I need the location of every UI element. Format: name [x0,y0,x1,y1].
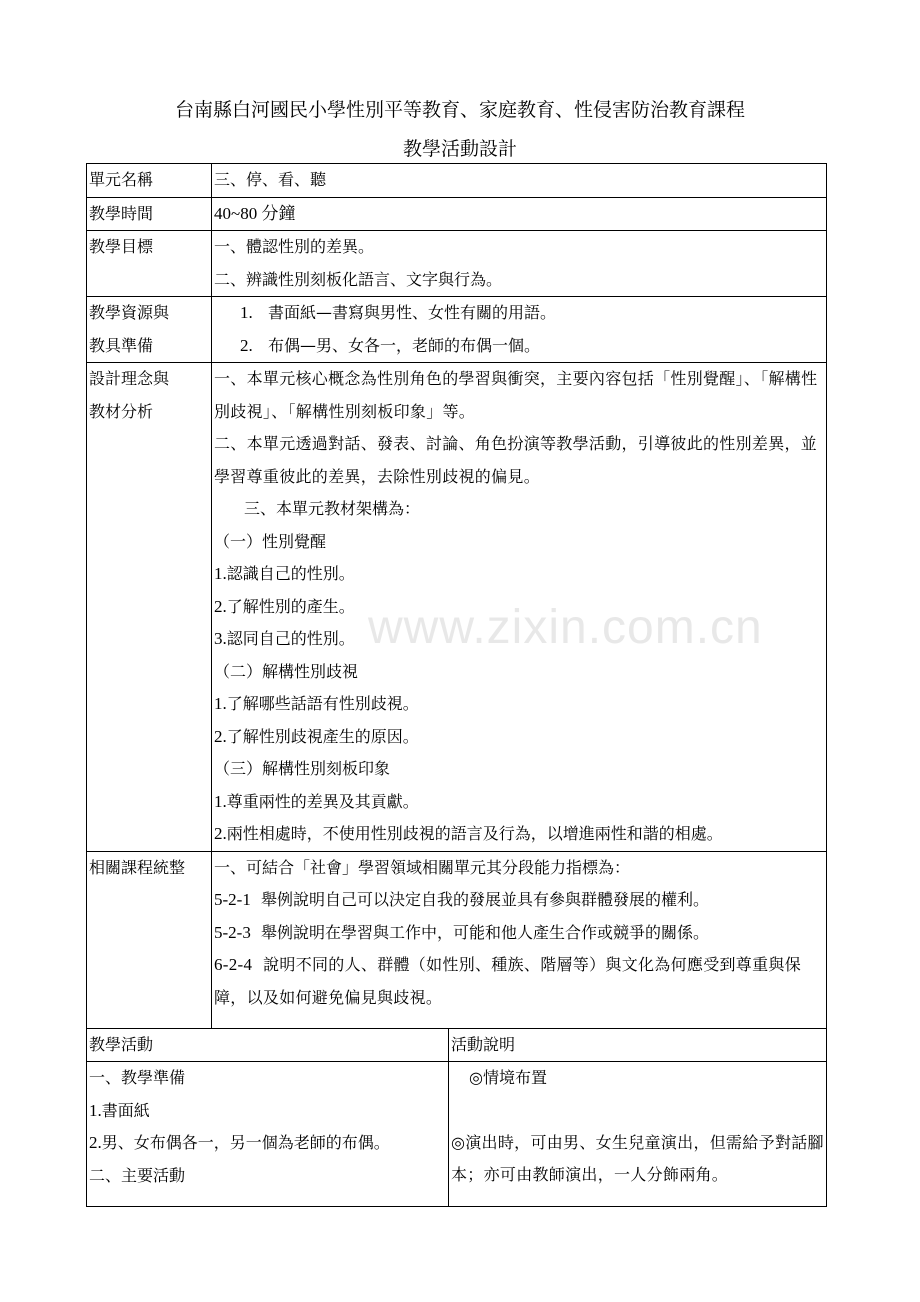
document-title: 台南縣白河國民小學性別平等教育、家庭教育、性侵害防治教育課程 [174,99,745,121]
label-teaching-goals: 教學目標 [87,231,212,297]
row-teaching-goals [87,231,827,297]
indicator-item: 5-2-1 舉例說明自己可以決定自我的發展並具有參與群體發展的權利。 [214,890,710,909]
row-unit-name [87,164,827,198]
integration-intro: 一、可結合「社會」學習領域相關單元其分段能力指標為： [214,857,631,877]
activity-main-heading: 二、主要活動 [89,1165,186,1185]
list-item: 2.了解性別的產生。 [214,596,355,616]
value-resources [212,297,827,363]
list-item: 1.了解哪些話語有性別歧視。 [214,694,419,713]
value-unit-name: 三、停、看、聽 [212,164,827,198]
activity-content [87,1062,449,1207]
section-heading: （二）解構性別歧視 [214,661,359,681]
design-paragraph: 三、本單元教材架構為： [244,499,421,518]
value-teaching-goals [212,231,827,297]
label-design-analysis: 設計理念與 教材分析 [87,363,212,852]
value-curriculum-integration [212,851,827,1028]
note-performance: ◎演出時，可由男、女生兒童演出，但需給予對話腳本；亦可由教師演出，一人分飾兩角。 [451,1132,824,1184]
resource-item: 1. 書面紙—書寫與男性、女性有關的用語。 [240,303,557,322]
row-activity-header [87,1028,827,1062]
label-curriculum-integration: 相關課程統整 [87,851,212,1028]
list-item: 2.男、女布偶各一，另一個為老師的布偶。 [89,1133,390,1152]
document-subtitle: 教學活動設計 [402,138,517,160]
label-resources: 教學資源與 教具準備 [87,297,212,363]
label-unit-name: 單元名稱 [87,164,212,198]
list-item: 3.認同自己的性別。 [214,629,355,648]
lesson-plan-table [86,163,827,1207]
row-activity-body [87,1062,827,1207]
row-teaching-time [87,197,827,231]
note-scene-setup: ◎情境布置 [469,1068,547,1087]
activity-prep-heading: 一、教學準備 [89,1068,186,1087]
row-curriculum-integration [87,851,827,1028]
list-item: 1.書面紙 [89,1100,150,1120]
activity-notes [449,1062,827,1207]
list-item: 2.兩性相處時，不使用性別歧視的語言及行為，以增進兩性和諧的相處。 [214,824,723,843]
indicator-item: 6-2-4 說明不同的人、群體（如性別、種族、階層等）與文化為何應受到尊重與保障，以及如何避免偏見與歧視。 [214,955,802,1007]
header-activity-notes: 活動說明 [449,1028,827,1062]
resource-item: 2. 布偶—男、女各一，老師的布偶一個。 [240,335,541,355]
list-item: 1.尊重兩性的差異及其貢獻。 [214,791,419,811]
goal-line: 二、辨識性別刻板化語言、文字與行為。 [214,269,503,289]
list-item: 2.了解性別歧視產生的原因。 [214,726,419,746]
goal-line: 一、體認性別的差異。 [214,237,375,256]
watermark: www.zixin.com.cn [368,601,763,654]
section-heading: （三）解構性別刻板印象 [214,759,391,778]
design-paragraph: 二、本單元透過對話、發表、討論、角色扮演等教學活動，引導彼此的性別差異，並學習尊重彼此的差異，去除性別歧視的偏見。 [214,434,818,486]
indicator-item: 5-2-3 舉例說明在學習與工作中，可能和他人產生合作或競爭的關係。 [214,922,710,942]
section-heading: （一）性別覺醒 [214,531,327,551]
list-item: 1.認識自己的性別。 [214,564,355,583]
design-paragraph: 一、本單元核心概念為性別角色的學習與衝突，主要內容包括「性別覺醒」、「解構性別歧視」、「解構性別刻板印象」等。 [214,369,818,421]
value-teaching-time: 40~80 分鐘 [212,197,827,231]
row-resources [87,297,827,363]
label-teaching-time: 教學時間 [87,197,212,231]
header-teaching-activity: 教學活動 [87,1028,449,1062]
